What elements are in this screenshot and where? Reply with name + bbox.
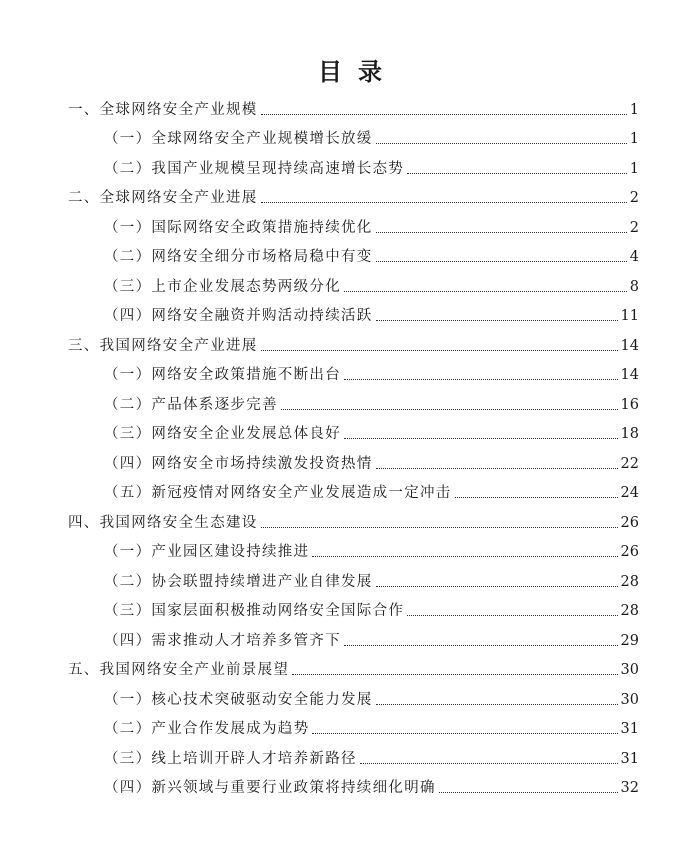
toc-entry-label: （二）产业合作发展成为趋势 bbox=[104, 721, 310, 737]
toc-page-number: 26 bbox=[620, 544, 639, 560]
toc-page-number: 24 bbox=[620, 485, 639, 501]
toc-page-number: 30 bbox=[620, 691, 639, 708]
toc-entry[interactable] bbox=[0, 151, 639, 181]
toc-entry-label: （二）产品体系逐步完善 bbox=[104, 396, 278, 413]
toc-entry[interactable] bbox=[0, 564, 639, 594]
toc-entry[interactable] bbox=[0, 741, 639, 771]
toc-page-number: 14 bbox=[620, 337, 639, 354]
toc-entry-label: （四）网络安全市场持续激发投资热情 bbox=[104, 455, 373, 472]
toc-dot-leader bbox=[376, 143, 627, 144]
toc-dot-leader bbox=[312, 733, 617, 734]
toc-entry[interactable] bbox=[0, 594, 639, 624]
toc-entry-label: （四）新兴领域与重要行业政策将持续细化明确 bbox=[104, 780, 436, 796]
toc-entry-label: （一）核心技术突破驱动安全能力发展 bbox=[104, 691, 373, 708]
toc-entry[interactable] bbox=[0, 269, 639, 299]
toc-page-number: 2 bbox=[629, 219, 639, 236]
toc-entry-label: （五）新冠疫情对网络安全产业发展造成一定冲击 bbox=[104, 485, 452, 501]
toc-page-number: 28 bbox=[620, 603, 639, 619]
toc-entry-label: （四）网络安全融资并购活动持续活跃 bbox=[104, 308, 373, 324]
toc-dot-leader bbox=[376, 704, 618, 705]
toc-entry-label: 五、我国网络安全产业前景展望 bbox=[68, 662, 290, 678]
toc-page-number: 16 bbox=[620, 396, 639, 413]
toc-entry[interactable] bbox=[0, 712, 639, 742]
toc-entry[interactable] bbox=[0, 387, 639, 417]
toc-dot-leader bbox=[376, 586, 618, 587]
toc-entry-label: （三）国家层面积极推动网络安全国际合作 bbox=[104, 603, 405, 619]
toc-page-number: 22 bbox=[620, 455, 639, 472]
toc-entry[interactable] bbox=[0, 417, 639, 447]
table-of-contents bbox=[0, 92, 700, 800]
toc-entry[interactable] bbox=[0, 623, 639, 653]
toc-entry-label: （二）我国产业规模呈现持续高速增长态势 bbox=[104, 160, 405, 177]
toc-entry[interactable] bbox=[0, 358, 639, 388]
toc-entry[interactable] bbox=[0, 682, 639, 712]
toc-dot-leader bbox=[261, 202, 627, 203]
toc-title: 目录 bbox=[318, 57, 398, 86]
toc-entry[interactable] bbox=[0, 328, 639, 358]
toc-dot-leader bbox=[344, 438, 618, 439]
toc-entry[interactable] bbox=[0, 505, 639, 535]
toc-dot-leader bbox=[344, 291, 627, 292]
toc-dot-leader bbox=[376, 320, 618, 321]
toc-entry-label: （一）网络安全政策措施不断出台 bbox=[104, 367, 341, 383]
toc-page-number: 14 bbox=[620, 367, 639, 383]
toc-page-number: 1 bbox=[629, 160, 639, 177]
toc-dot-leader bbox=[292, 674, 617, 675]
toc-dot-leader bbox=[312, 556, 617, 557]
toc-page-number: 18 bbox=[620, 426, 639, 442]
toc-dot-leader bbox=[439, 792, 618, 793]
toc-page-number: 31 bbox=[620, 721, 639, 737]
toc-page-number: 31 bbox=[620, 750, 639, 767]
toc-page-number: 26 bbox=[620, 514, 639, 531]
toc-entry[interactable] bbox=[0, 240, 639, 270]
toc-page-number: 1 bbox=[629, 101, 639, 118]
toc-page-number: 8 bbox=[629, 278, 639, 295]
toc-entry-label: （三）网络安全企业发展总体良好 bbox=[104, 426, 341, 442]
toc-page-number: 29 bbox=[620, 632, 639, 649]
toc-entry-label: 四、我国网络安全生态建设 bbox=[68, 514, 258, 531]
toc-page-number: 28 bbox=[620, 573, 639, 590]
toc-entry[interactable] bbox=[0, 446, 639, 476]
toc-dot-leader bbox=[376, 468, 618, 469]
toc-entry-label: 一、全球网络安全产业规模 bbox=[68, 101, 258, 118]
toc-dot-leader bbox=[261, 114, 627, 115]
toc-entry[interactable] bbox=[0, 210, 639, 240]
toc-entry-label: （一）产业园区建设持续推进 bbox=[104, 544, 310, 560]
toc-entry-label: 三、我国网络安全产业进展 bbox=[68, 337, 258, 354]
toc-dot-leader bbox=[455, 497, 618, 498]
toc-entry[interactable] bbox=[0, 653, 639, 683]
toc-entry[interactable] bbox=[0, 92, 639, 122]
toc-page-number: 32 bbox=[620, 780, 639, 796]
toc-entry-label: （二）网络安全细分市场格局稳中有变 bbox=[104, 249, 373, 265]
toc-entry[interactable] bbox=[0, 476, 639, 506]
toc-entry-label: 二、全球网络安全产业进展 bbox=[68, 190, 258, 206]
toc-dot-leader bbox=[407, 615, 617, 616]
toc-entry-label: （三）上市企业发展态势两级分化 bbox=[104, 278, 341, 295]
toc-dot-leader bbox=[376, 232, 627, 233]
toc-page-number: 1 bbox=[629, 131, 639, 147]
toc-page-number: 4 bbox=[629, 249, 639, 265]
toc-entry-label: （一）国际网络安全政策措施持续优化 bbox=[104, 219, 373, 236]
toc-dot-leader bbox=[344, 645, 618, 646]
toc-dot-leader bbox=[261, 350, 618, 351]
toc-dot-leader bbox=[360, 763, 618, 764]
toc-page-number: 11 bbox=[620, 308, 639, 324]
toc-entry[interactable] bbox=[0, 181, 639, 211]
toc-dot-leader bbox=[344, 379, 618, 380]
toc-entry-label: （三）线上培训开辟人才培养新路径 bbox=[104, 750, 357, 767]
toc-entry[interactable] bbox=[0, 535, 639, 565]
toc-page-number: 2 bbox=[629, 190, 639, 206]
toc-entry-label: （四）需求推动人才培养多管齐下 bbox=[104, 632, 341, 649]
toc-entry[interactable] bbox=[0, 771, 639, 801]
toc-page-number: 30 bbox=[620, 662, 639, 678]
toc-entry[interactable] bbox=[0, 299, 639, 329]
toc-dot-leader bbox=[407, 173, 627, 174]
toc-dot-leader bbox=[261, 527, 618, 528]
toc-dot-leader bbox=[376, 261, 627, 262]
toc-entry-label: （二）协会联盟持续增进产业自律发展 bbox=[104, 573, 373, 590]
toc-entry[interactable] bbox=[0, 122, 639, 152]
toc-dot-leader bbox=[281, 409, 618, 410]
toc-entry-label: （一）全球网络安全产业规模增长放缓 bbox=[104, 131, 373, 147]
